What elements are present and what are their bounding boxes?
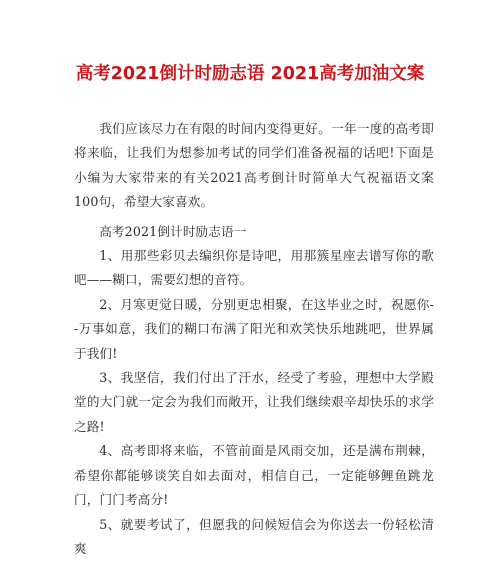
list-item: 2、月寒更觉日暖，分别更忠相聚，在这毕业之时，祝愿你--万事如意，我们的糊口布满了阳光和欢笑快乐地跳吧，世界属于我们!	[74, 293, 434, 366]
section-heading: 高考2021倒计时励志语一	[74, 220, 434, 244]
document-title: 高考2021倒计时励志语 2021高考加油文案	[0, 62, 500, 86]
intro-paragraph: 我们应该尽力在有限的时间内变得更好。一年一度的高考即将来临，让我们为想参加考试的同学们准备祝福的话吧!下面是小编为大家带来的有关2021高考倒计时简单大气祝福语文案100句，希望大家喜欢。	[74, 117, 434, 215]
document-body	[74, 117, 434, 561]
list-item: 3、我坚信，我们付出了汗水，经受了考验，理想中大学殿堂的大门就一定会为我们而敞开，让我们继续艰辛却快乐的求学之路!	[74, 366, 434, 439]
list-item: 1、用那些彩贝去编织你是诗吧，用那簇星座去谱写你的歌吧——糊口，需要幻想的音符。	[74, 244, 434, 293]
list-item: 5、就要考试了，但愿我的问候短信会为你送去一份轻松清爽	[74, 513, 434, 561]
list-item: 4、高考即将来临，不管前面是风雨交加，还是满布荆棘，希望你都能够谈笑自如去面对，相信自己，一定能够鲤鱼跳龙门，门门考高分!	[74, 439, 434, 512]
